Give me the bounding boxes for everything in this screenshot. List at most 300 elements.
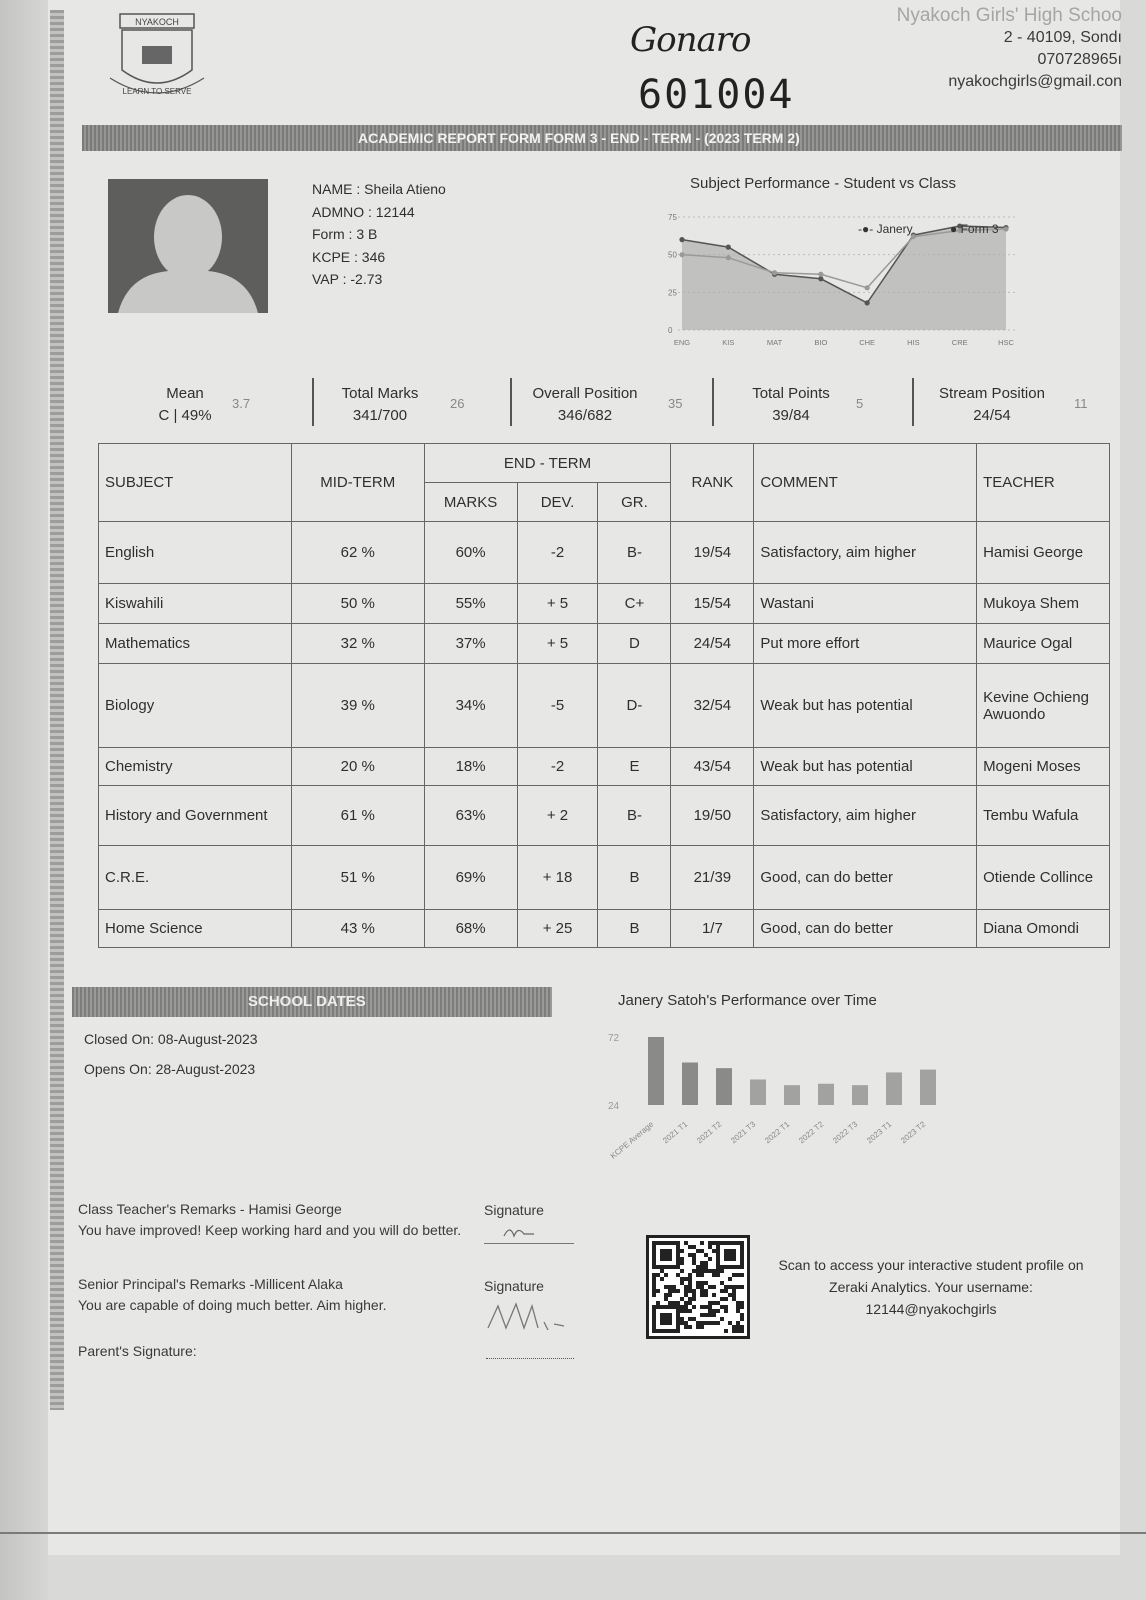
student-photo-placeholder bbox=[108, 179, 268, 313]
qr-module bbox=[688, 1273, 692, 1277]
class-teacher-remarks bbox=[78, 1199, 478, 1241]
qr-module bbox=[688, 1301, 692, 1305]
stat-divider bbox=[312, 378, 314, 426]
qr-finder-core bbox=[660, 1313, 672, 1325]
school-crest-logo bbox=[108, 12, 206, 100]
qr-module bbox=[712, 1273, 716, 1277]
marks-cell: 63% bbox=[424, 786, 517, 846]
parent-signature-line bbox=[486, 1358, 574, 1359]
qr-module bbox=[680, 1309, 684, 1313]
student-name: NAME : Sheila Atieno bbox=[312, 181, 446, 197]
header-mid-term: MID-TERM bbox=[291, 444, 424, 522]
y-tick-label: 0 bbox=[668, 326, 673, 335]
qr-module bbox=[684, 1305, 688, 1309]
stat-mean-aux: 3.7 bbox=[232, 396, 251, 411]
bar bbox=[750, 1080, 766, 1106]
qr-module bbox=[696, 1281, 700, 1285]
qr-module bbox=[716, 1269, 720, 1273]
qr-module bbox=[668, 1301, 672, 1305]
marks-cell: 37% bbox=[424, 624, 517, 664]
mid-term-cell: 61 % bbox=[291, 786, 424, 846]
comment-cell: Satisfactory, aim higher bbox=[754, 786, 977, 846]
qr-module bbox=[652, 1273, 656, 1277]
qr-module bbox=[712, 1293, 716, 1297]
y-tick-label: 50 bbox=[668, 250, 677, 260]
qr-module bbox=[704, 1313, 708, 1317]
table-row bbox=[99, 786, 1110, 846]
qr-module bbox=[652, 1277, 656, 1281]
school-name: Nyakoch Girls' High Schoo bbox=[896, 5, 1122, 26]
qr-module bbox=[704, 1293, 708, 1297]
qr-module bbox=[688, 1281, 692, 1285]
qr-module bbox=[724, 1309, 728, 1313]
qr-module bbox=[704, 1261, 708, 1265]
school-email: nyakochgirls@gmail.con bbox=[948, 73, 1122, 90]
qr-module bbox=[652, 1289, 656, 1293]
qr-module bbox=[680, 1261, 684, 1265]
data-point bbox=[1003, 226, 1008, 231]
stat-divider bbox=[712, 378, 714, 426]
subject-cell: Mathematics bbox=[99, 624, 292, 664]
mid-term-cell: 51 % bbox=[291, 846, 424, 910]
grade-cell: B- bbox=[598, 786, 671, 846]
grade-cell: C+ bbox=[598, 584, 671, 624]
teacher-cell: Otiende Collince bbox=[977, 846, 1110, 910]
teacher-cell: Tembu Wafula bbox=[977, 786, 1110, 846]
table-row bbox=[99, 910, 1110, 948]
qr-module bbox=[688, 1317, 692, 1321]
deviation-cell: + 5 bbox=[517, 584, 598, 624]
mid-term-cell: 62 % bbox=[291, 522, 424, 584]
svg-text:LEARN TO SERVE: LEARN TO SERVE bbox=[122, 87, 192, 96]
bar bbox=[716, 1068, 732, 1105]
qr-module bbox=[708, 1245, 712, 1249]
marks-cell: 55% bbox=[424, 584, 517, 624]
qr-module bbox=[700, 1325, 704, 1329]
data-point bbox=[865, 285, 870, 290]
qr-module bbox=[700, 1281, 704, 1285]
bar bbox=[920, 1070, 936, 1105]
qr-module bbox=[660, 1277, 664, 1281]
table-row bbox=[99, 624, 1110, 664]
qr-module bbox=[680, 1277, 684, 1281]
qr-module bbox=[708, 1309, 712, 1313]
rank-cell: 24/54 bbox=[671, 624, 754, 664]
qr-module bbox=[668, 1293, 672, 1297]
school-address: 2 - 40109, Sondı bbox=[1003, 29, 1122, 46]
qr-module bbox=[700, 1293, 704, 1297]
qr-module bbox=[684, 1285, 688, 1289]
comment-cell: Satisfactory, aim higher bbox=[754, 522, 977, 584]
qr-module bbox=[680, 1281, 684, 1285]
qr-module bbox=[652, 1285, 656, 1289]
y-tick-label: 25 bbox=[668, 288, 677, 298]
qr-module bbox=[708, 1305, 712, 1309]
qr-module bbox=[716, 1321, 720, 1325]
series-area-janery bbox=[682, 226, 1006, 330]
comment-cell: Put more effort bbox=[754, 624, 977, 664]
class-teacher-signature-label: Signature bbox=[484, 1202, 544, 1218]
signature-line bbox=[484, 1243, 574, 1244]
stat-overall-label: Overall Position bbox=[532, 385, 638, 402]
school-contact bbox=[897, 5, 1122, 93]
mid-term-cell: 50 % bbox=[291, 584, 424, 624]
qr-module bbox=[708, 1301, 712, 1305]
qr-module bbox=[692, 1305, 696, 1309]
data-point bbox=[726, 245, 731, 250]
table-row bbox=[99, 584, 1110, 624]
class-teacher-text: You have improved! Keep working hard and you will do better. bbox=[78, 1222, 462, 1238]
qr-module bbox=[712, 1309, 716, 1313]
qr-module bbox=[740, 1273, 744, 1277]
qr-module bbox=[704, 1265, 708, 1269]
qr-module bbox=[740, 1305, 744, 1309]
x-tick-label: 2021 T2 bbox=[695, 1119, 724, 1146]
qr-module bbox=[740, 1301, 744, 1305]
qr-module bbox=[672, 1285, 676, 1289]
qr-module bbox=[736, 1321, 740, 1325]
legend-form3: ● Form 3 bbox=[950, 222, 999, 236]
qr-module bbox=[704, 1289, 708, 1293]
deviation-cell: + 2 bbox=[517, 786, 598, 846]
qr-module bbox=[732, 1329, 736, 1333]
rank-cell: 32/54 bbox=[671, 664, 754, 748]
comment-cell: Weak but has potential bbox=[754, 664, 977, 748]
header-teacher: TEACHER bbox=[977, 444, 1110, 522]
qr-module bbox=[692, 1253, 696, 1257]
principal-remarks bbox=[78, 1274, 478, 1316]
qr-module bbox=[688, 1289, 692, 1293]
grade-cell: B bbox=[598, 910, 671, 948]
rank-cell: 15/54 bbox=[671, 584, 754, 624]
qr-module bbox=[724, 1305, 728, 1309]
grade-cell: B bbox=[598, 846, 671, 910]
handwritten-number: 601004 bbox=[638, 72, 795, 118]
qr-module bbox=[688, 1285, 692, 1289]
qr-module bbox=[664, 1293, 668, 1297]
teacher-cell: Hamisi George bbox=[977, 522, 1110, 584]
qr-module bbox=[736, 1285, 740, 1289]
teacher-cell: Mukoya Shem bbox=[977, 584, 1110, 624]
x-tick-label: 2022 T1 bbox=[763, 1119, 792, 1146]
qr-module bbox=[696, 1265, 700, 1269]
qr-module bbox=[700, 1321, 704, 1325]
qr-module bbox=[732, 1285, 736, 1289]
qr-module bbox=[720, 1289, 724, 1293]
qr-module bbox=[700, 1273, 704, 1277]
stat-overall-aux: 35 bbox=[668, 396, 683, 411]
qr-module bbox=[736, 1305, 740, 1309]
header-end-term: END - TERM bbox=[424, 444, 671, 483]
stat-total-points bbox=[736, 383, 864, 427]
performance-over-time-title: Janery Satoh's Performance over Time bbox=[618, 992, 877, 1009]
x-tick-label: KCPE Average bbox=[608, 1119, 656, 1161]
stat-stream-label: Stream Position bbox=[939, 385, 1045, 402]
qr-module bbox=[712, 1285, 716, 1289]
data-point bbox=[818, 272, 823, 277]
stat-total-marks bbox=[330, 383, 465, 427]
qr-module bbox=[680, 1257, 684, 1261]
qr-finder-core bbox=[724, 1249, 736, 1261]
subject-cell: Biology bbox=[99, 664, 292, 748]
header-subject: SUBJECT bbox=[99, 444, 292, 522]
performance-over-time-chart bbox=[600, 1015, 980, 1195]
qr-module bbox=[652, 1281, 656, 1285]
qr-module bbox=[692, 1261, 696, 1265]
qr-code bbox=[646, 1235, 750, 1339]
qr-module bbox=[732, 1297, 736, 1301]
principal-label: Senior Principal's Remarks -Millicent Alaka bbox=[78, 1276, 343, 1292]
page-edge-shadow bbox=[0, 0, 48, 1600]
legend-janery: -●- Janery bbox=[858, 222, 913, 236]
data-point bbox=[726, 255, 731, 260]
stat-overall-position bbox=[520, 383, 683, 427]
x-tick-label: 2021 T1 bbox=[661, 1119, 690, 1146]
stat-stream-position bbox=[922, 383, 1088, 427]
rank-cell: 21/39 bbox=[671, 846, 754, 910]
qr-module bbox=[700, 1241, 704, 1245]
student-admno: ADMNO : 12144 bbox=[312, 203, 415, 220]
qr-module bbox=[716, 1301, 720, 1305]
school-dates-title: SCHOOL DATES bbox=[72, 987, 552, 1017]
qr-module bbox=[680, 1305, 684, 1309]
qr-module bbox=[712, 1249, 716, 1253]
qr-module bbox=[740, 1317, 744, 1321]
qr-module bbox=[688, 1297, 692, 1301]
data-point bbox=[679, 252, 684, 257]
qr-module bbox=[728, 1293, 732, 1297]
x-tick-label: ENG bbox=[673, 338, 691, 347]
qr-module bbox=[716, 1309, 720, 1313]
qr-module bbox=[704, 1305, 708, 1309]
qr-module bbox=[676, 1289, 680, 1293]
marks-cell: 18% bbox=[424, 748, 517, 786]
qr-module bbox=[740, 1285, 744, 1289]
principal-signature bbox=[484, 1298, 574, 1334]
qr-module bbox=[684, 1293, 688, 1297]
qr-module bbox=[688, 1253, 692, 1257]
qr-module bbox=[732, 1293, 736, 1297]
subject-cell: Chemistry bbox=[99, 748, 292, 786]
qr-module bbox=[728, 1285, 732, 1289]
profile-access-text: Scan to access your interactive student profile on Zeraki Analytics. Your username: 12144@nyakochgirls bbox=[778, 1257, 1084, 1317]
qr-module bbox=[688, 1245, 692, 1249]
subject-cell: Home Science bbox=[99, 910, 292, 948]
bar bbox=[886, 1072, 902, 1105]
teacher-cell: Mogeni Moses bbox=[977, 748, 1110, 786]
subject-cell: History and Government bbox=[99, 786, 292, 846]
stat-points-label: Total Points bbox=[752, 385, 830, 402]
principal-signature-label: Signature bbox=[484, 1278, 544, 1294]
grade-cell: D- bbox=[598, 664, 671, 748]
y-tick-label: 75 bbox=[668, 213, 677, 222]
qr-module bbox=[688, 1325, 692, 1329]
qr-module bbox=[720, 1297, 724, 1301]
rank-cell: 1/7 bbox=[671, 910, 754, 948]
qr-module bbox=[672, 1289, 676, 1293]
qr-module bbox=[696, 1325, 700, 1329]
subject-cell: Kiswahili bbox=[99, 584, 292, 624]
qr-module bbox=[692, 1269, 696, 1273]
opening-date: Opens On: 28-August-2023 bbox=[84, 1061, 256, 1077]
class-teacher-label: Class Teacher's Remarks - Hamisi George bbox=[78, 1201, 342, 1217]
qr-module bbox=[724, 1289, 728, 1293]
qr-module bbox=[712, 1301, 716, 1305]
x-tick-label: 2023 T2 bbox=[899, 1119, 928, 1146]
x-tick-label: CRE bbox=[951, 338, 968, 347]
qr-module bbox=[740, 1325, 744, 1329]
qr-module bbox=[712, 1313, 716, 1317]
stat-stream-aux: 11 bbox=[1074, 396, 1088, 411]
qr-module bbox=[740, 1313, 744, 1317]
qr-module bbox=[724, 1285, 728, 1289]
qr-module bbox=[700, 1289, 704, 1293]
qr-module bbox=[712, 1241, 716, 1245]
mid-term-cell: 20 % bbox=[291, 748, 424, 786]
school-dates bbox=[84, 1024, 258, 1084]
table-row bbox=[99, 748, 1110, 786]
qr-module bbox=[656, 1301, 660, 1305]
x-tick-label: 2022 T3 bbox=[831, 1119, 860, 1146]
qr-finder-core bbox=[660, 1249, 672, 1261]
qr-module bbox=[692, 1317, 696, 1321]
mid-term-cell: 39 % bbox=[291, 664, 424, 748]
stat-overall-value: 346/682 bbox=[557, 407, 613, 424]
qr-module bbox=[680, 1321, 684, 1325]
svg-text:NYAKOCH: NYAKOCH bbox=[135, 17, 179, 27]
deviation-cell: -2 bbox=[517, 522, 598, 584]
student-form: Form : 3 B bbox=[312, 226, 378, 242]
qr-module bbox=[736, 1273, 740, 1277]
qr-module bbox=[720, 1269, 724, 1273]
stat-points-value: 39/84 bbox=[772, 407, 810, 424]
qr-module bbox=[696, 1273, 700, 1277]
qr-module bbox=[712, 1269, 716, 1273]
qr-module bbox=[692, 1257, 696, 1261]
qr-module bbox=[704, 1321, 708, 1325]
qr-module bbox=[656, 1289, 660, 1293]
comment-cell: Good, can do better bbox=[754, 910, 977, 948]
header-rank: RANK bbox=[671, 444, 754, 522]
qr-module bbox=[676, 1273, 680, 1277]
qr-module bbox=[700, 1305, 704, 1309]
deviation-cell: + 5 bbox=[517, 624, 598, 664]
qr-module bbox=[712, 1321, 716, 1325]
deviation-cell: -5 bbox=[517, 664, 598, 748]
qr-module bbox=[700, 1269, 704, 1273]
qr-module bbox=[668, 1285, 672, 1289]
stat-marks-value: 341/700 bbox=[352, 407, 408, 424]
teacher-cell: Diana Omondi bbox=[977, 910, 1110, 948]
teacher-cell: Kevine Ochieng Awuondo bbox=[977, 664, 1110, 748]
qr-module bbox=[660, 1269, 664, 1273]
comment-cell: Wastani bbox=[754, 584, 977, 624]
qr-module bbox=[696, 1249, 700, 1253]
qr-module bbox=[724, 1329, 728, 1333]
x-tick-label: 2022 T2 bbox=[797, 1119, 826, 1146]
qr-module bbox=[708, 1285, 712, 1289]
marks-cell: 60% bbox=[424, 522, 517, 584]
data-point bbox=[818, 276, 823, 281]
qr-module bbox=[740, 1329, 744, 1333]
bar bbox=[818, 1084, 834, 1105]
comment-cell: Good, can do better bbox=[754, 846, 977, 910]
deviation-cell: + 25 bbox=[517, 910, 598, 948]
rank-cell: 19/50 bbox=[671, 786, 754, 846]
stat-marks-aux: 26 bbox=[450, 396, 465, 411]
qr-module bbox=[684, 1325, 688, 1329]
qr-module bbox=[720, 1317, 724, 1321]
stat-divider bbox=[510, 378, 512, 426]
qr-module bbox=[708, 1257, 712, 1261]
qr-module bbox=[728, 1321, 732, 1325]
data-point bbox=[772, 270, 777, 275]
qr-module bbox=[732, 1273, 736, 1277]
qr-module bbox=[736, 1301, 740, 1305]
x-tick-label: CHE bbox=[859, 338, 876, 347]
class-teacher-signature bbox=[500, 1222, 540, 1242]
subject-performance-chart bbox=[666, 175, 1046, 355]
qr-module bbox=[700, 1249, 704, 1253]
table-row bbox=[99, 664, 1110, 748]
data-point bbox=[865, 300, 870, 305]
x-tick-label: KIS bbox=[722, 338, 735, 347]
qr-module bbox=[700, 1265, 704, 1269]
header-marks: MARKS bbox=[424, 483, 517, 522]
comment-cell: Weak but has potential bbox=[754, 748, 977, 786]
qr-module bbox=[708, 1269, 712, 1273]
qr-module bbox=[708, 1321, 712, 1325]
stat-points-aux: 5 bbox=[856, 396, 864, 411]
qr-module bbox=[684, 1301, 688, 1305]
x-tick-label: HIS bbox=[907, 338, 920, 347]
grade-cell: E bbox=[598, 748, 671, 786]
stat-mean-label: Mean bbox=[166, 385, 204, 402]
deviation-cell: + 18 bbox=[517, 846, 598, 910]
student-kcpe: KCPE : 346 bbox=[312, 248, 386, 265]
qr-module bbox=[696, 1321, 700, 1325]
qr-module bbox=[708, 1313, 712, 1317]
qr-module bbox=[708, 1241, 712, 1245]
qr-module bbox=[684, 1289, 688, 1293]
handwritten-name: Gonaro bbox=[630, 20, 751, 60]
qr-module bbox=[700, 1285, 704, 1289]
qr-module bbox=[736, 1329, 740, 1333]
bar bbox=[682, 1063, 698, 1106]
qr-module bbox=[656, 1273, 660, 1277]
mid-term-cell: 32 % bbox=[291, 624, 424, 664]
teacher-cell: Maurice Ogal bbox=[977, 624, 1110, 664]
subject-cell: C.R.E. bbox=[99, 846, 292, 910]
qr-module bbox=[652, 1293, 656, 1297]
qr-module bbox=[676, 1301, 680, 1305]
grade-cell: B- bbox=[598, 522, 671, 584]
x-tick-label: BIO bbox=[814, 338, 828, 347]
qr-module bbox=[668, 1289, 672, 1293]
stat-stream-value: 24/54 bbox=[973, 407, 1011, 424]
qr-module bbox=[736, 1309, 740, 1313]
qr-module bbox=[700, 1261, 704, 1265]
student-vap: VAP : -2.73 bbox=[312, 271, 383, 287]
qr-module bbox=[684, 1309, 688, 1313]
bar bbox=[648, 1037, 664, 1105]
qr-module bbox=[684, 1277, 688, 1281]
qr-module bbox=[728, 1277, 732, 1281]
qr-module bbox=[664, 1273, 668, 1277]
stat-mean-value: C | 49% bbox=[158, 407, 212, 424]
student-details bbox=[312, 178, 446, 291]
principal-text: You are capable of doing much better. Aim higher. bbox=[78, 1297, 387, 1313]
